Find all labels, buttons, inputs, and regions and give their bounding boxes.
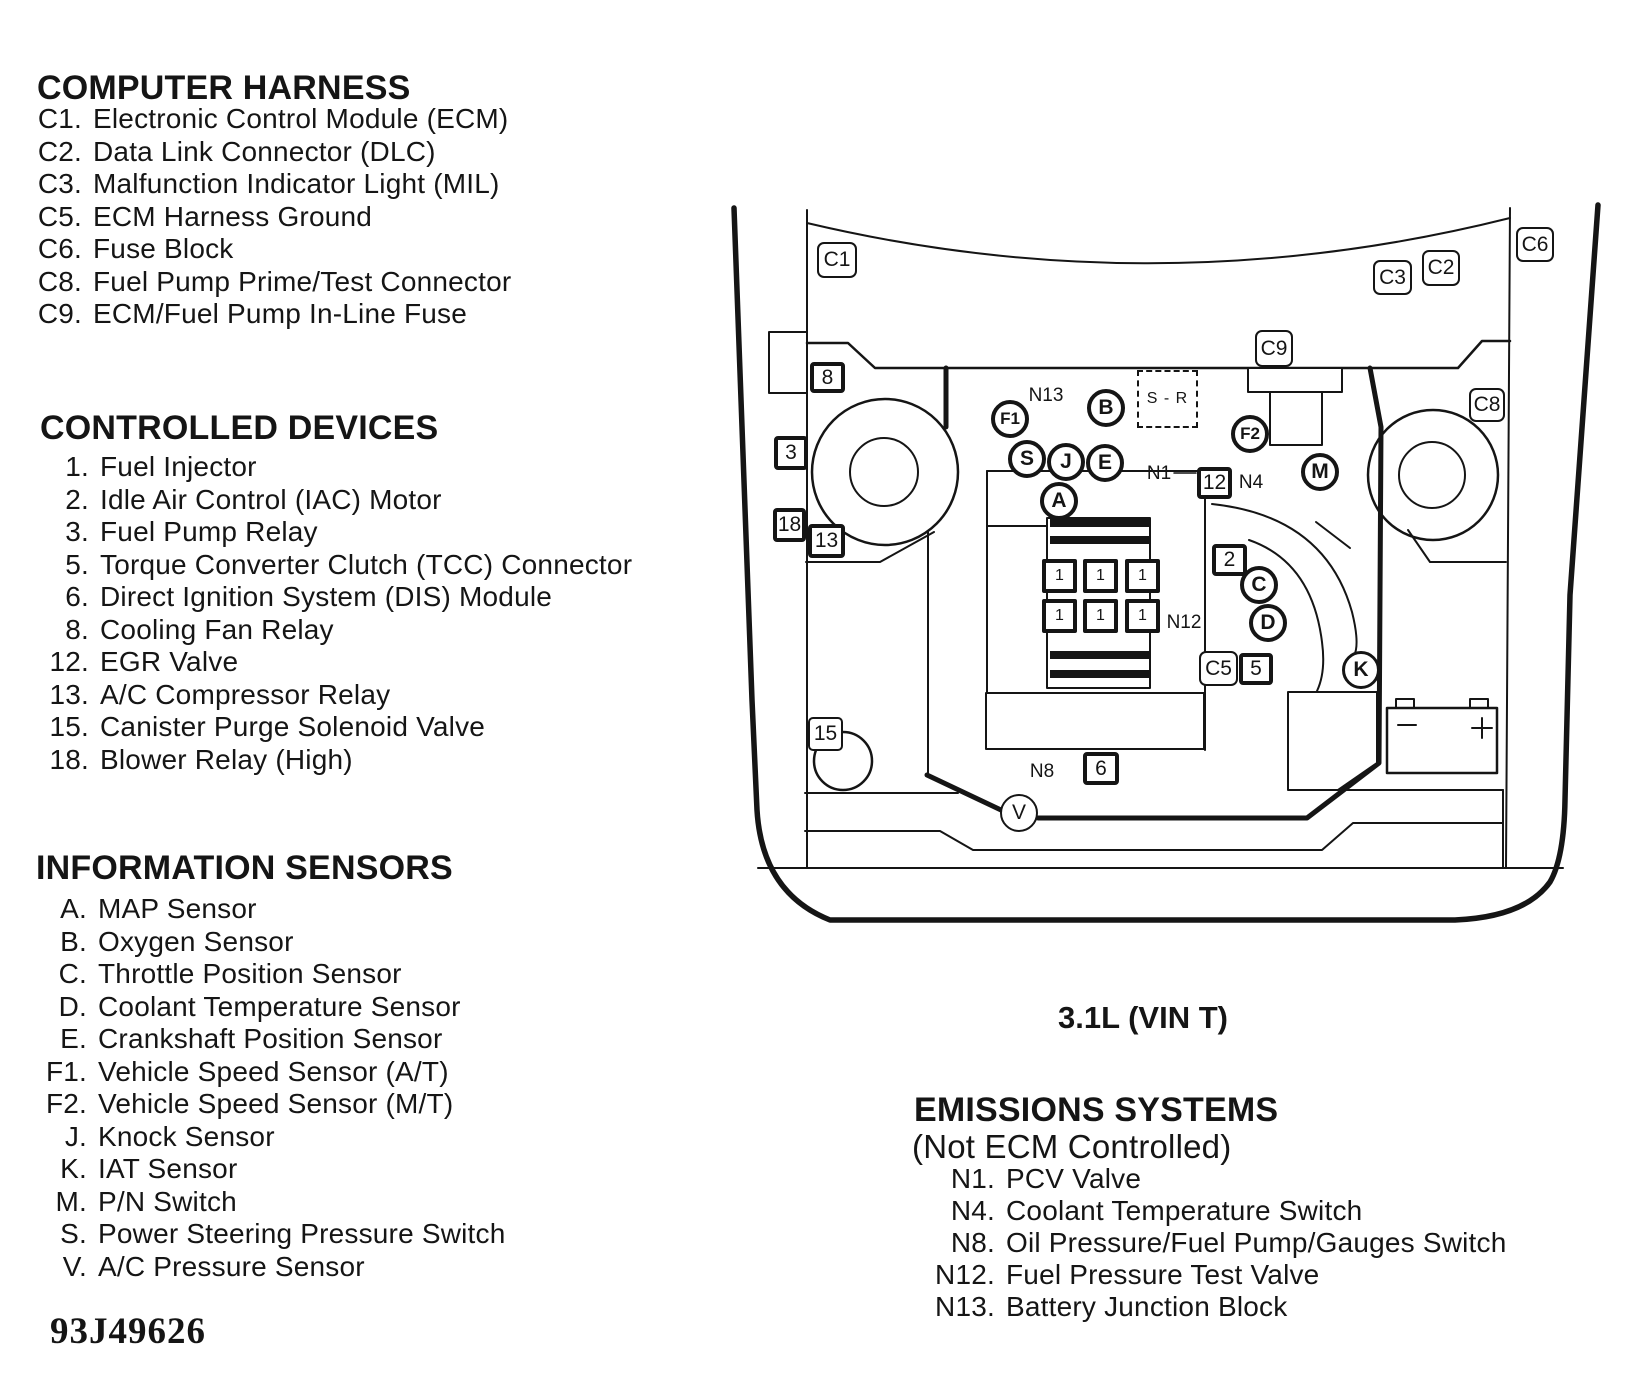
diagram-circle-v: V (1000, 794, 1038, 832)
item-text: P/N Switch (98, 1185, 237, 1217)
item-text: Data Link Connector (DLC) (93, 135, 436, 167)
item-label: C. (58, 958, 87, 989)
emissions-subheading: (Not ECM Controlled) (912, 1128, 1232, 1165)
injector-bar-3 (1050, 651, 1149, 659)
item-text: PCV Valve (1006, 1163, 1142, 1194)
item-text: Torque Converter Clutch (TCC) Connector (100, 548, 633, 580)
item-label: N1. (950, 1163, 995, 1194)
information-sensors-item (37, 1056, 506, 1089)
item-text: Fuel Pressure Test Valve (1006, 1259, 1320, 1290)
injector-cell-1: 1 (1042, 559, 1077, 593)
diagram-label-15: 15 (808, 717, 843, 751)
computer-harness-item (36, 136, 511, 169)
engine-caption: 3.1L (VIN T) (1058, 1000, 1228, 1035)
item-label: N8. (950, 1227, 995, 1258)
diagram-circle-f2: F2 (1231, 415, 1269, 453)
item-label: V. (62, 1250, 87, 1282)
diagram-label-c5: C5 (1199, 651, 1238, 686)
item-text: Oxygen Sensor (98, 925, 294, 957)
information-sensors-item (37, 991, 506, 1024)
controlled-devices-item (37, 744, 632, 777)
item-label: 15. (49, 711, 89, 742)
diagram-text-n8: N8 (1029, 761, 1055, 782)
item-label: N12. (935, 1259, 995, 1290)
diagram-label-c1: C1 (817, 242, 857, 278)
diagram-text-n4: N4 (1238, 472, 1264, 493)
diagram-text-n13: N13 (1028, 385, 1064, 406)
emissions-item (915, 1163, 1507, 1195)
right-strut-tower-inner (1399, 442, 1465, 508)
item-text: Knock Sensor (98, 1120, 275, 1152)
item-label: M. (55, 1185, 87, 1217)
battery-terminal-pos (1470, 699, 1488, 708)
item-text: Power Steering Pressure Switch (98, 1218, 506, 1249)
controlled-devices-heading: CONTROLLED DEVICES (40, 409, 439, 447)
information-sensors-heading: INFORMATION SENSORS (36, 849, 453, 887)
diagram-circle-m: M (1301, 453, 1339, 491)
emissions-item (915, 1291, 1507, 1323)
injector-cell-5: 1 (1083, 599, 1118, 633)
injector-bar-1 (1050, 519, 1149, 527)
injector-cell-4: 1 (1042, 599, 1077, 633)
item-text: Cooling Fan Relay (100, 613, 334, 645)
item-label: 18. (49, 743, 89, 775)
diagram-label-5: 5 (1239, 653, 1273, 685)
item-label: 5. (65, 548, 89, 580)
diagram-circle-s: S (1008, 440, 1046, 478)
firewall-line (807, 341, 1510, 368)
injector-cell-6: 1 (1125, 599, 1160, 633)
engine-base (986, 693, 1204, 749)
injector-bar-4 (1050, 670, 1149, 678)
diagram-text-sr: S - R (1137, 370, 1198, 428)
item-label: F1. (45, 1055, 87, 1087)
figure-number: 93J49626 (50, 1311, 206, 1352)
fender-notch (769, 332, 807, 393)
injector-bar-2 (1050, 536, 1149, 544)
computer-harness-item (36, 201, 511, 234)
item-text: MAP Sensor (98, 893, 257, 924)
computer-harness-item (36, 168, 511, 201)
emissions-item (915, 1227, 1507, 1259)
diagram-circle-k: K (1342, 651, 1380, 689)
item-text: Idle Air Control (IAC) Motor (100, 483, 442, 515)
controlled-devices-item (37, 711, 632, 744)
cowl-line (807, 218, 1510, 263)
controlled-devices-item (37, 646, 632, 679)
item-label: N13. (935, 1291, 995, 1322)
item-text: Vehicle Speed Sensor (A/T) (98, 1055, 449, 1087)
item-text: Electronic Control Module (ECM) (93, 103, 509, 134)
diagram-label-c6: C6 (1516, 227, 1554, 262)
duct-arc-outer (1212, 504, 1357, 656)
item-text: Malfunction Indicator Light (MIL) (93, 168, 500, 199)
controlled-devices-item (37, 484, 632, 517)
item-text: ECM Harness Ground (93, 200, 373, 232)
item-text: EGR Valve (100, 646, 239, 677)
diagram-label-18: 18 (773, 508, 806, 542)
item-label: A. (60, 893, 87, 924)
item-label: K. (60, 1153, 87, 1184)
diagram-circle-e: E (1086, 444, 1124, 482)
information-sensors-list (37, 893, 506, 1283)
diagram-label-c2: C2 (1422, 250, 1460, 286)
diagram-label-8: 8 (810, 362, 845, 393)
emissions-heading: EMISSIONS SYSTEMS (914, 1091, 1279, 1129)
diagram-circle-d: D (1249, 604, 1287, 642)
information-sensors-item (37, 1186, 506, 1219)
emissions-item (915, 1259, 1507, 1291)
diagram-text-n12: N12 (1166, 612, 1202, 633)
item-label: N4. (950, 1195, 995, 1226)
item-label: S. (60, 1218, 87, 1249)
emissions-item (915, 1195, 1507, 1227)
information-sensors-item (37, 1088, 506, 1121)
item-label: C8. (37, 265, 82, 297)
item-label: C9. (37, 298, 82, 329)
item-text: Throttle Position Sensor (98, 958, 402, 989)
item-label: 8. (65, 613, 89, 645)
item-label: C2. (37, 135, 82, 167)
item-text: Vehicle Speed Sensor (M/T) (98, 1088, 454, 1119)
controlled-devices-item (37, 451, 632, 484)
controlled-devices-item (37, 549, 632, 582)
emissions-list (915, 1163, 1507, 1323)
item-text: Blower Relay (High) (100, 743, 353, 775)
item-text: Battery Junction Block (1006, 1291, 1288, 1322)
item-text: ECM/Fuel Pump In-Line Fuse (93, 298, 468, 329)
item-label: B. (60, 925, 87, 957)
controlled-devices-item (37, 614, 632, 647)
diagram-label-c3: C3 (1373, 260, 1412, 295)
item-text: Coolant Temperature Sensor (98, 990, 461, 1022)
information-sensors-item (37, 1218, 506, 1251)
diagram-label-c8: C8 (1469, 388, 1505, 422)
diagram-circle-j: J (1047, 443, 1085, 481)
battery-terminal-neg (1396, 699, 1414, 708)
item-label: 13. (49, 678, 89, 710)
diagram-label-2: 2 (1212, 544, 1247, 576)
item-label: 3. (65, 516, 89, 547)
computer-harness-heading: COMPUTER HARNESS (37, 69, 411, 107)
battery-body (1387, 708, 1497, 773)
duct-tick (1316, 522, 1350, 548)
computer-harness-item (36, 266, 511, 299)
controlled-devices-item (37, 581, 632, 614)
item-label: C1. (37, 103, 82, 134)
item-label: 12. (49, 646, 89, 677)
item-text: Fuel Pump Prime/Test Connector (93, 265, 512, 297)
information-sensors-item (37, 1121, 506, 1154)
c9-connector-body (1248, 368, 1342, 392)
diagram-label-6: 6 (1083, 752, 1119, 785)
item-text: Coolant Temperature Switch (1006, 1195, 1363, 1226)
diagram-label-12: 12 (1197, 467, 1232, 499)
information-sensors-item (37, 893, 506, 926)
right-fender-line (1506, 208, 1510, 867)
item-text: A/C Compressor Relay (100, 678, 391, 710)
controlled-devices-item (37, 679, 632, 712)
diagram-circle-b: B (1087, 389, 1125, 427)
item-text: A/C Pressure Sensor (98, 1250, 365, 1282)
tray-step-line (805, 823, 1503, 850)
c9-connector-stem (1270, 392, 1322, 445)
injector-cell-2: 1 (1083, 559, 1118, 593)
item-label: C6. (37, 233, 82, 264)
right-strut-tower-outer (1368, 410, 1498, 540)
computer-harness-item (36, 103, 511, 136)
diagram-text-n1: N1 (1146, 463, 1172, 484)
left-strut-tower-inner (850, 438, 918, 506)
item-label: 6. (65, 581, 89, 612)
computer-harness-item (36, 298, 511, 331)
information-sensors-item (37, 958, 506, 991)
diagram-label-3: 3 (774, 436, 808, 470)
item-label: C3. (37, 168, 82, 199)
item-text: Fuel Pump Relay (100, 516, 318, 547)
diagram-label-c9: C9 (1255, 330, 1293, 367)
information-sensors-item (37, 1153, 506, 1186)
diagram-circle-c: C (1240, 566, 1278, 604)
computer-harness-item (36, 233, 511, 266)
information-sensors-item (37, 1023, 506, 1056)
item-text: Oil Pressure/Fuel Pump/Gauges Switch (1006, 1227, 1507, 1258)
controlled-devices-list (37, 451, 632, 776)
item-text: Fuel Injector (100, 451, 257, 482)
item-text: Direct Ignition System (DIS) Module (100, 581, 553, 612)
information-sensors-item (37, 1251, 506, 1284)
item-label: E. (60, 1023, 87, 1054)
item-text: Fuse Block (93, 233, 234, 264)
computer-harness-list (36, 103, 511, 331)
item-label: 2. (65, 483, 89, 515)
diagram-label-13: 13 (808, 524, 845, 558)
diagram-circle-a: A (1040, 482, 1078, 520)
item-text: IAT Sensor (98, 1153, 238, 1184)
item-text: Crankshaft Position Sensor (98, 1023, 443, 1054)
information-sensors-item (37, 926, 506, 959)
injector-cell-3: 1 (1125, 559, 1160, 593)
item-label: 1. (65, 451, 89, 482)
item-label: J. (64, 1120, 87, 1152)
item-label: C5. (37, 200, 82, 232)
item-label: D. (58, 990, 87, 1022)
diagram-circle-f1: F1 (991, 400, 1029, 438)
item-text: Canister Purge Solenoid Valve (100, 711, 486, 742)
item-label: F2. (45, 1088, 87, 1119)
controlled-devices-item (37, 516, 632, 549)
